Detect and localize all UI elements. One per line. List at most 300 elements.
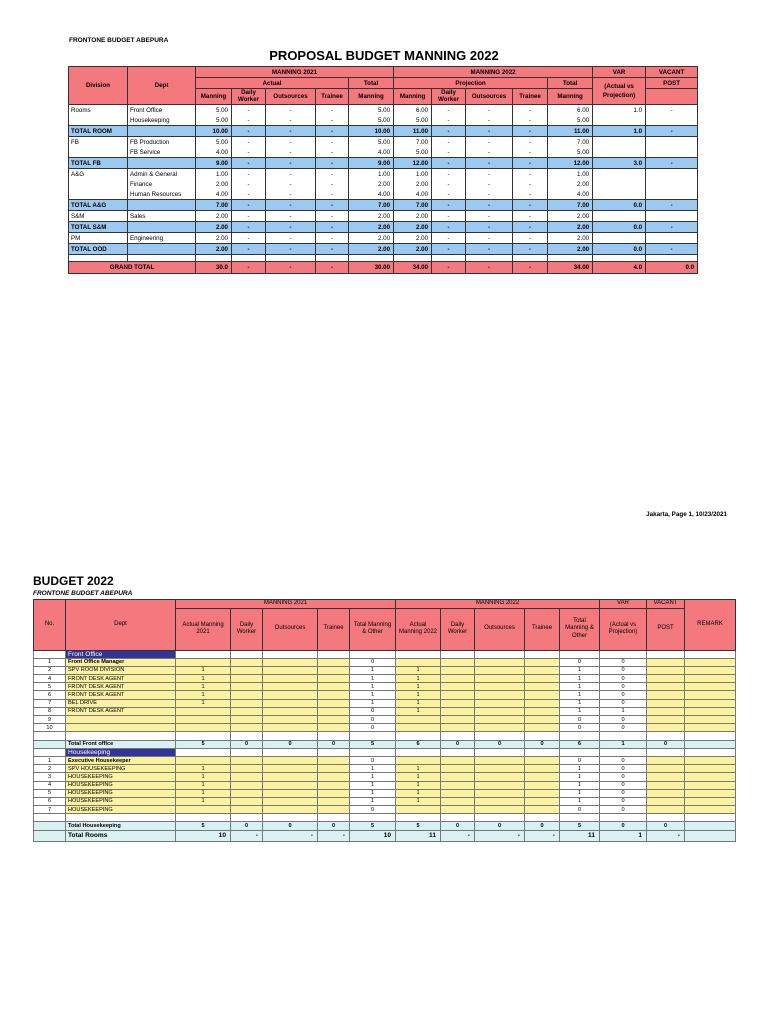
- total-row: [69, 200, 698, 211]
- value-cell: 0: [600, 724, 647, 732]
- empty-cell: [475, 732, 525, 740]
- value-cell: 5.00: [196, 115, 232, 126]
- empty-cell: [263, 814, 318, 822]
- value-cell: 1.0: [593, 105, 646, 116]
- value-cell: 1: [396, 666, 441, 674]
- table-row: [34, 658, 736, 666]
- value-cell: [263, 724, 318, 732]
- value-cell: [396, 724, 441, 732]
- value-cell: 1: [350, 666, 396, 674]
- value-cell: [525, 658, 560, 666]
- row-number: 1: [34, 756, 66, 764]
- value-cell: 12.00: [548, 158, 593, 169]
- value-cell: -: [266, 169, 316, 180]
- empty-cell: [396, 732, 441, 740]
- empty-cell: [350, 748, 396, 756]
- value-cell: [231, 658, 263, 666]
- value-cell: 34.00: [548, 262, 593, 274]
- value-cell: 1: [176, 773, 231, 781]
- value-cell: [525, 806, 560, 814]
- value-cell: 11.00: [548, 126, 593, 137]
- value-cell: -: [266, 244, 316, 255]
- value-cell: 7.00: [394, 200, 432, 211]
- value-cell: [646, 211, 698, 222]
- empty-cell: [432, 255, 466, 262]
- value-cell: 6: [560, 740, 600, 748]
- value-cell: 0: [350, 806, 396, 814]
- value-cell: 0: [560, 756, 600, 764]
- value-cell: 1: [560, 797, 600, 805]
- value-cell: -: [513, 105, 548, 116]
- value-cell: -: [232, 262, 266, 274]
- empty-cell: [396, 748, 441, 756]
- empty-cell: [475, 748, 525, 756]
- value-cell: 6.00: [394, 105, 432, 116]
- value-cell: [231, 756, 263, 764]
- value-cell: 2.00: [196, 233, 232, 244]
- empty-cell: [475, 814, 525, 822]
- empty-cell: [685, 699, 736, 707]
- value-cell: [263, 773, 318, 781]
- value-cell: 1.00: [349, 169, 394, 180]
- daily-worker-header: Daily Worker: [231, 608, 263, 650]
- value-cell: 5.00: [349, 137, 394, 148]
- value-cell: -: [466, 126, 513, 137]
- total-row: [69, 158, 698, 169]
- empty-cell: [600, 732, 647, 740]
- value-cell: -: [232, 137, 266, 148]
- value-cell: [647, 666, 685, 674]
- value-cell: 5: [350, 740, 396, 748]
- value-cell: -: [525, 830, 560, 841]
- value-cell: 0: [600, 666, 647, 674]
- empty-cell: [560, 732, 600, 740]
- value-cell: 2.00: [548, 179, 593, 189]
- value-cell: -: [513, 222, 548, 233]
- value-cell: -: [466, 105, 513, 116]
- empty-cell: [128, 255, 196, 262]
- value-cell: 4.00: [196, 189, 232, 200]
- value-cell: [231, 707, 263, 715]
- value-cell: -: [513, 262, 548, 274]
- value-cell: 1: [176, 789, 231, 797]
- value-cell: -: [513, 115, 548, 126]
- value-cell: [441, 765, 475, 773]
- actual-2022-header: Actual Manning 2022: [396, 608, 441, 650]
- value-cell: 1: [350, 691, 396, 699]
- empty-cell: [647, 814, 685, 822]
- empty-cell: [685, 789, 736, 797]
- table-row: [34, 724, 736, 732]
- value-cell: -: [232, 200, 266, 211]
- value-cell: 2.00: [196, 244, 232, 255]
- value-cell: [525, 756, 560, 764]
- table-row: [34, 707, 736, 715]
- value-cell: [263, 781, 318, 789]
- table-row: [69, 179, 698, 189]
- value-cell: 1: [396, 707, 441, 715]
- empty-cell: [349, 255, 394, 262]
- empty-cell: [685, 765, 736, 773]
- value-cell: 0: [560, 806, 600, 814]
- value-cell: 0: [600, 781, 647, 789]
- value-cell: 0: [525, 822, 560, 830]
- empty-cell: [600, 650, 647, 658]
- value-cell: 1.0: [593, 126, 646, 137]
- value-cell: 0: [475, 822, 525, 830]
- dept-cell: Front Office: [128, 105, 196, 116]
- empty-cell: [475, 650, 525, 658]
- value-cell: 2.00: [349, 222, 394, 233]
- value-cell: -: [513, 179, 548, 189]
- value-cell: -: [646, 244, 698, 255]
- budget-detail-table: [33, 599, 736, 842]
- var-subheader: (Actual vs Projection): [600, 608, 647, 650]
- value-cell: -: [432, 189, 466, 200]
- value-cell: -: [432, 200, 466, 211]
- value-cell: 7.00: [548, 200, 593, 211]
- value-cell: -: [316, 158, 349, 169]
- value-cell: [176, 724, 231, 732]
- col-division-header: Division: [69, 67, 128, 105]
- value-cell: [647, 699, 685, 707]
- value-cell: -: [232, 222, 266, 233]
- empty-cell: [525, 748, 560, 756]
- col-dept-header: Dept: [66, 600, 176, 651]
- value-cell: -: [316, 126, 349, 137]
- value-cell: [231, 675, 263, 683]
- value-cell: 5.00: [196, 137, 232, 148]
- value-cell: 0: [600, 822, 647, 830]
- table-row: [34, 765, 736, 773]
- empty-cell: [231, 748, 263, 756]
- row-number: 8: [34, 707, 66, 715]
- empty-cell: [685, 781, 736, 789]
- value-cell: 1: [396, 765, 441, 773]
- value-cell: [441, 675, 475, 683]
- value-cell: 0: [525, 740, 560, 748]
- row-number: 7: [34, 699, 66, 707]
- empty-cell: [263, 732, 318, 740]
- value-cell: -: [316, 262, 349, 274]
- empty-cell: [34, 650, 66, 658]
- value-cell: -: [232, 233, 266, 244]
- value-cell: 1: [396, 781, 441, 789]
- value-cell: [593, 137, 646, 148]
- value-cell: [176, 806, 231, 814]
- value-cell: 3.0: [593, 158, 646, 169]
- manning-2022-header: MANNING 2022: [396, 600, 600, 609]
- dept-cell: [128, 200, 196, 211]
- value-cell: 5.00: [196, 105, 232, 116]
- value-cell: 1: [600, 740, 647, 748]
- value-cell: 0: [231, 822, 263, 830]
- value-cell: [441, 707, 475, 715]
- value-cell: 4.0: [593, 262, 646, 274]
- division-cell: [69, 189, 128, 200]
- division-cell: PM: [69, 233, 128, 244]
- value-cell: [231, 691, 263, 699]
- empty-cell: [685, 716, 736, 724]
- value-cell: [475, 765, 525, 773]
- total-2021-header: Total: [349, 78, 394, 89]
- value-cell: 2.00: [394, 244, 432, 255]
- value-cell: 4.00: [394, 189, 432, 200]
- value-cell: 1: [560, 666, 600, 674]
- value-cell: 2.00: [394, 233, 432, 244]
- value-cell: [231, 797, 263, 805]
- value-cell: [646, 189, 698, 200]
- value-cell: [525, 683, 560, 691]
- value-cell: [318, 716, 350, 724]
- value-cell: [475, 716, 525, 724]
- value-cell: 2.00: [548, 233, 593, 244]
- value-cell: -: [266, 147, 316, 158]
- row-number: 4: [34, 781, 66, 789]
- empty-cell: [34, 830, 66, 841]
- value-cell: 1: [350, 773, 396, 781]
- table-row: [34, 666, 736, 674]
- total-2021-header: Total Manning & Other: [350, 608, 396, 650]
- value-cell: [647, 658, 685, 666]
- empty-cell: [176, 732, 231, 740]
- total-2022-header: Total Manning & Other: [560, 608, 600, 650]
- empty-cell: [263, 650, 318, 658]
- outsources-header: Outsources: [263, 608, 318, 650]
- value-cell: -: [232, 179, 266, 189]
- value-cell: 1: [176, 765, 231, 773]
- value-cell: [231, 683, 263, 691]
- empty-cell: [350, 732, 396, 740]
- empty-cell: [685, 822, 736, 830]
- total-rooms-row: [34, 830, 736, 841]
- value-cell: [647, 765, 685, 773]
- empty-cell: [560, 814, 600, 822]
- value-cell: -: [646, 158, 698, 169]
- dept-cell: FB Service: [128, 147, 196, 158]
- value-cell: -: [513, 189, 548, 200]
- outsources-header: Outsources: [266, 89, 316, 105]
- empty-cell: [548, 255, 593, 262]
- value-cell: [593, 169, 646, 180]
- dept-cell: HOUSEKEEPING: [66, 806, 176, 814]
- division-cell: Rooms: [69, 105, 128, 116]
- value-cell: 1: [350, 675, 396, 683]
- value-cell: [441, 797, 475, 805]
- value-cell: [441, 699, 475, 707]
- value-cell: 10: [176, 830, 231, 841]
- empty-cell: [646, 255, 698, 262]
- total-label: Total Housekeeping: [66, 822, 176, 830]
- dept-cell: [66, 724, 176, 732]
- value-cell: 1: [560, 683, 600, 691]
- post-subheader: [646, 89, 698, 105]
- empty-cell: [66, 732, 176, 740]
- table-row: [34, 806, 736, 814]
- section-label: Front Office: [66, 650, 176, 658]
- value-cell: 4.00: [548, 189, 593, 200]
- value-cell: 4.00: [349, 147, 394, 158]
- value-cell: -: [232, 189, 266, 200]
- value-cell: -: [232, 126, 266, 137]
- value-cell: [231, 789, 263, 797]
- value-cell: [318, 773, 350, 781]
- dept-cell: HOUSEKEEPING: [66, 789, 176, 797]
- value-cell: 1: [396, 675, 441, 683]
- empty-cell: [318, 650, 350, 658]
- empty-cell: [318, 732, 350, 740]
- value-cell: 0: [350, 716, 396, 724]
- value-cell: [647, 756, 685, 764]
- value-cell: 2.00: [349, 233, 394, 244]
- value-cell: 2.00: [548, 244, 593, 255]
- value-cell: -: [316, 105, 349, 116]
- table-row: [69, 233, 698, 244]
- value-cell: [396, 658, 441, 666]
- dept-cell: [128, 222, 196, 233]
- value-cell: -: [266, 233, 316, 244]
- total-rooms-label: Total Rooms: [66, 830, 176, 841]
- value-cell: -: [432, 158, 466, 169]
- empty-cell: [685, 797, 736, 805]
- value-cell: -: [316, 200, 349, 211]
- value-cell: [318, 683, 350, 691]
- value-cell: 0: [560, 658, 600, 666]
- value-cell: -: [266, 200, 316, 211]
- empty-cell: [685, 830, 736, 841]
- value-cell: 4.00: [349, 189, 394, 200]
- value-cell: [396, 716, 441, 724]
- value-cell: [318, 724, 350, 732]
- document-subtitle: FRONTONE BUDGET ABEPURA: [69, 37, 169, 44]
- value-cell: 1: [560, 691, 600, 699]
- value-cell: 1: [176, 666, 231, 674]
- empty-cell: [525, 732, 560, 740]
- value-cell: 0: [600, 691, 647, 699]
- value-cell: [475, 773, 525, 781]
- var-subheader: (Actual vs Projection): [593, 78, 646, 105]
- value-cell: [475, 658, 525, 666]
- value-cell: [525, 675, 560, 683]
- table-row: [34, 716, 736, 724]
- value-cell: 2.00: [394, 179, 432, 189]
- value-cell: [318, 658, 350, 666]
- total-row: [69, 126, 698, 137]
- empty-cell: [685, 707, 736, 715]
- value-cell: -: [266, 137, 316, 148]
- value-cell: [475, 707, 525, 715]
- value-cell: [647, 724, 685, 732]
- value-cell: 6.00: [548, 105, 593, 116]
- empty-cell: [685, 748, 736, 756]
- division-cell: A&G: [69, 169, 128, 180]
- value-cell: 1: [176, 683, 231, 691]
- value-cell: -: [647, 830, 685, 841]
- empty-cell: [34, 748, 66, 756]
- empty-cell: [396, 650, 441, 658]
- value-cell: -: [466, 147, 513, 158]
- value-cell: -: [266, 179, 316, 189]
- post-header: POST: [646, 78, 698, 89]
- value-cell: [263, 789, 318, 797]
- value-cell: 2.00: [394, 222, 432, 233]
- value-cell: 34.00: [394, 262, 432, 274]
- value-cell: 0: [600, 699, 647, 707]
- value-cell: 2.00: [349, 244, 394, 255]
- trainee-header: Trainee: [525, 608, 560, 650]
- value-cell: 0: [263, 740, 318, 748]
- value-cell: -: [513, 169, 548, 180]
- value-cell: [263, 806, 318, 814]
- manning-header: Manning: [349, 89, 394, 105]
- value-cell: [593, 233, 646, 244]
- trainee-header: Trainee: [318, 608, 350, 650]
- value-cell: 0: [600, 683, 647, 691]
- value-cell: 1: [176, 699, 231, 707]
- value-cell: -: [232, 147, 266, 158]
- value-cell: -: [316, 233, 349, 244]
- value-cell: 5.00: [394, 147, 432, 158]
- value-cell: 1: [560, 773, 600, 781]
- value-cell: [647, 789, 685, 797]
- grand-total-label: GRAND TOTAL: [69, 262, 196, 274]
- value-cell: 1.00: [394, 169, 432, 180]
- value-cell: 30.0: [196, 262, 232, 274]
- daily-worker-header: Daily Worker: [232, 89, 266, 105]
- value-cell: 30.00: [349, 262, 394, 274]
- value-cell: [231, 699, 263, 707]
- value-cell: -: [432, 126, 466, 137]
- value-cell: 0: [441, 740, 475, 748]
- value-cell: 2.00: [196, 222, 232, 233]
- division-cell: TOTAL A&G: [69, 200, 128, 211]
- row-number: 2: [34, 666, 66, 674]
- value-cell: 0: [560, 724, 600, 732]
- row-number: 9: [34, 716, 66, 724]
- value-cell: [475, 683, 525, 691]
- value-cell: [475, 691, 525, 699]
- value-cell: [593, 189, 646, 200]
- value-cell: -: [466, 244, 513, 255]
- value-cell: 7.00: [394, 137, 432, 148]
- empty-cell: [593, 255, 646, 262]
- value-cell: -: [432, 147, 466, 158]
- empty-cell: [176, 814, 231, 822]
- value-cell: [441, 773, 475, 781]
- value-cell: [318, 699, 350, 707]
- value-cell: -: [432, 233, 466, 244]
- dept-cell: FRONT DESK AGENT: [66, 675, 176, 683]
- trainee-header: Trainee: [513, 89, 548, 105]
- empty-cell: [441, 814, 475, 822]
- value-cell: [263, 756, 318, 764]
- value-cell: -: [432, 115, 466, 126]
- empty-cell: [685, 691, 736, 699]
- row-number: 6: [34, 691, 66, 699]
- empty-cell: [231, 814, 263, 822]
- table-row: [69, 137, 698, 148]
- table-row: [34, 781, 736, 789]
- value-cell: [318, 789, 350, 797]
- value-cell: -: [475, 830, 525, 841]
- value-cell: [647, 683, 685, 691]
- value-cell: 0: [350, 724, 396, 732]
- outsources-header: Outsources: [475, 608, 525, 650]
- value-cell: -: [266, 105, 316, 116]
- value-cell: 1: [350, 683, 396, 691]
- empty-cell: [685, 724, 736, 732]
- value-cell: 0: [231, 740, 263, 748]
